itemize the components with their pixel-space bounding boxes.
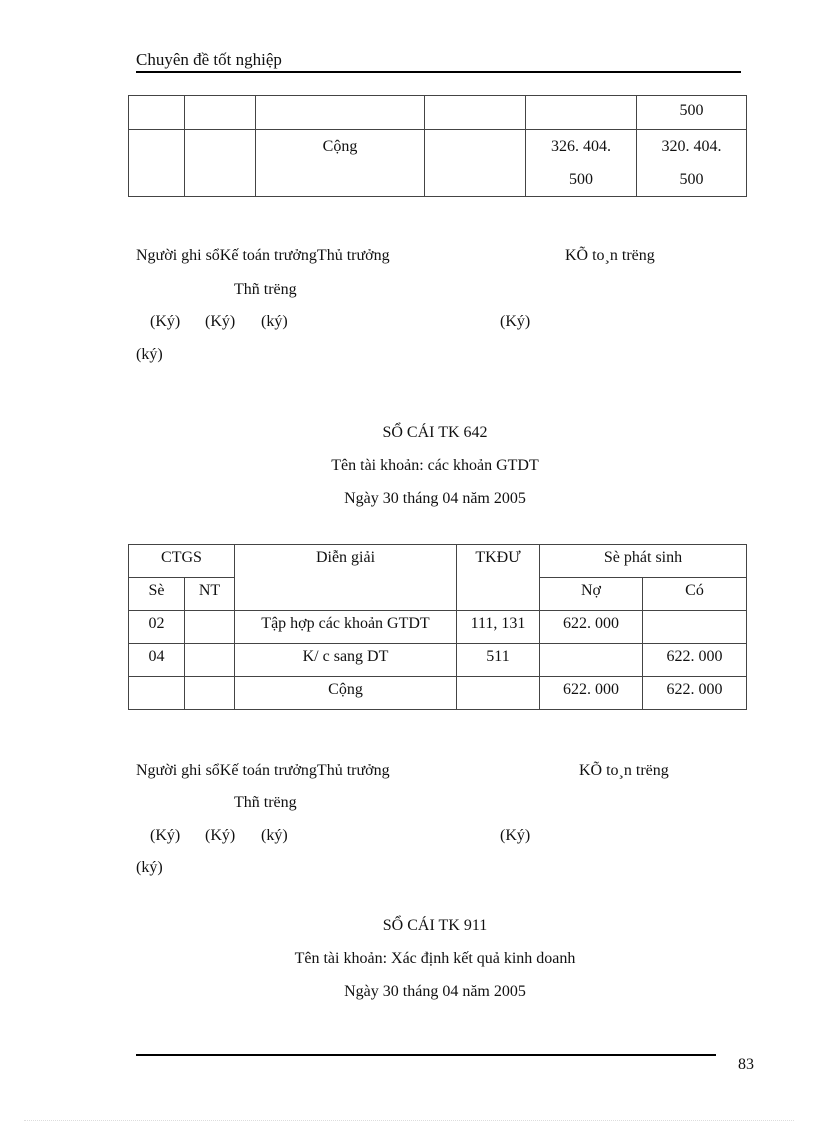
table-cell: 326. 404. 500 [526,130,637,197]
ledger-account-name: Tên tài khoản: các khoản GTDT [331,457,539,474]
signature-mark: (Ký) [205,827,236,844]
table-cell [425,130,526,197]
column-header-credit: Có [643,578,747,611]
column-header-date: NT [185,578,235,611]
table-cell [526,96,637,130]
table-cell [457,677,540,710]
column-header-tkdu: TKĐƯ [457,545,540,611]
table-cell: 511 [457,644,540,677]
table-cell: K/ c sang DT [235,644,457,677]
signature-mark: (Ký) [150,827,181,844]
table-cell [185,644,235,677]
ledger-title: SỔ CÁI TK 642 [382,424,488,441]
page-header-title: Chuyên đề tốt nghiệp [136,50,282,69]
signature-mark: (ký) [261,313,288,330]
table-cell [185,96,256,130]
table-cell [540,644,643,677]
table-header-row [129,545,747,578]
column-header-number: Sè [129,578,185,611]
signature-title-head: Thñ trëng [234,281,297,298]
signature-mark: (ký) [136,346,163,363]
signature-title-chief-accountant: KÕ to¸n trëng [579,762,669,779]
signature-title-head: Thñ trëng [234,794,297,811]
table-row [129,130,747,197]
footer-rule [136,1054,716,1056]
table-cell: 622. 000 [643,677,747,710]
table-cell: Tập hợp các khoản GTDT [235,611,457,644]
table-cell [129,677,185,710]
ledger-table-continued [128,95,747,197]
ledger-date: Ngày 30 tháng 04 năm 2005 [344,490,526,507]
table-cell [425,96,526,130]
table-cell: 02 [129,611,185,644]
signature-mark: (ký) [136,859,163,876]
signature-mark: (Ký) [500,313,531,330]
table-cell [256,96,425,130]
column-header-description: Diễn giải [235,545,457,611]
ledger-date: Ngày 30 tháng 04 năm 2005 [344,983,526,1000]
table-cell: 320. 404. 500 [637,130,747,197]
table-cell: Cộng [235,677,457,710]
column-header-amount: Sè phát sinh [540,545,747,578]
table-row [129,96,747,130]
table-cell: 04 [129,644,185,677]
table-cell [129,130,185,197]
signature-titles: Người ghi sổKế toán trưởngThủ trưởng [136,247,390,264]
table-row [129,644,747,677]
table-cell: 622. 000 [540,611,643,644]
signature-mark: (ký) [261,827,288,844]
page-edge [24,1120,794,1121]
page-number: 83 [738,1056,754,1073]
table-cell: 622. 000 [643,644,747,677]
ledger-table-642 [128,544,747,710]
table-cell [185,677,235,710]
table-cell [185,130,256,197]
table-cell: 622. 000 [540,677,643,710]
table-cell: 500 [637,96,747,130]
signature-titles: Người ghi sổKế toán trưởngThủ trưởng [136,762,390,779]
header-rule [136,71,741,73]
table-row [129,677,747,710]
ledger-account-name: Tên tài khoản: Xác định kết quả kinh doanh [294,950,576,967]
signature-mark: (Ký) [150,313,181,330]
column-header-ctgs: CTGS [129,545,235,578]
column-header-debit: Nợ [540,578,643,611]
table-cell: 111, 131 [457,611,540,644]
signature-title-chief-accountant: KÕ to¸n trëng [565,247,655,264]
table-row [129,611,747,644]
signature-mark: (Ký) [205,313,236,330]
table-cell [185,611,235,644]
table-cell: Cộng [256,130,425,197]
ledger-title: SỔ CÁI TK 911 [382,917,488,934]
signature-mark: (Ký) [500,827,531,844]
table-cell [129,96,185,130]
table-cell [643,611,747,644]
